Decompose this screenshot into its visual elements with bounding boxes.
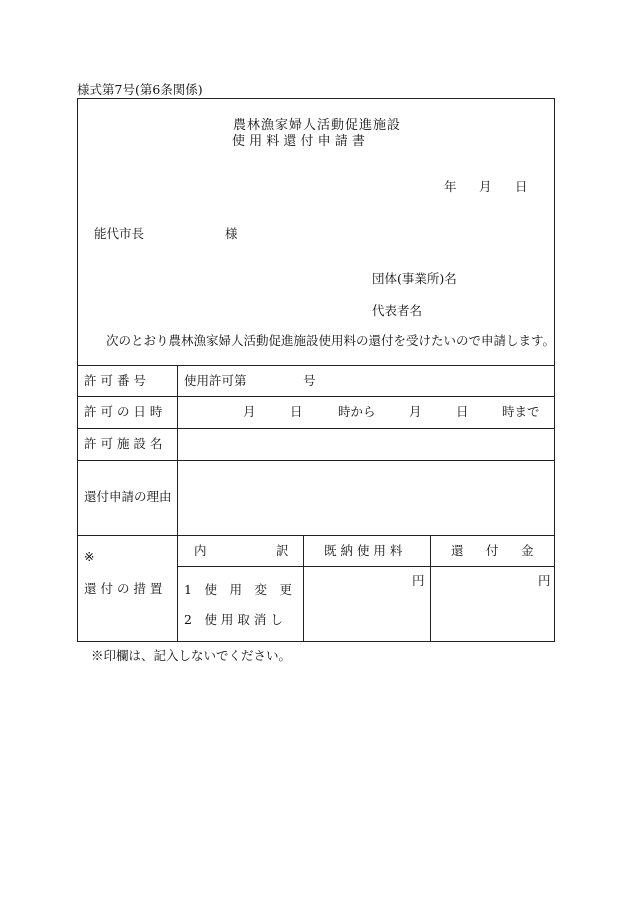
permit-number-suffix: 号 — [303, 373, 316, 388]
date-year: 年 — [444, 179, 457, 194]
divider-line — [177, 566, 555, 567]
paid-fee-header: 既 納 使 用 料 — [324, 543, 403, 558]
breakdown-header-2: 訳 — [276, 543, 289, 558]
permit-number-label: 許 可 番 号 — [84, 373, 146, 388]
label-column-line — [177, 365, 178, 642]
refund-header-1: 還 — [451, 543, 464, 558]
date-month: 月 — [479, 179, 492, 194]
option-change-of-use: 1 使 用 変 更 — [184, 582, 292, 597]
refund-measure-label: 還 付 の 措 置 — [84, 581, 163, 596]
form-number: 様式第7号(第6条関係) — [77, 82, 203, 97]
permit-month-from: 月 — [243, 404, 256, 419]
statement: 次のとおり農林漁家婦人活動促進施設使用料の還付を受けたいので申請します。 — [106, 333, 556, 348]
permit-day-until: 日 — [456, 404, 469, 419]
divider-line — [77, 365, 555, 366]
column-line — [303, 535, 304, 642]
refund-yen-unit: 円 — [538, 573, 551, 588]
refund-header-3: 金 — [521, 543, 534, 558]
permit-datetime-label: 許 可 の 日 時 — [84, 404, 163, 419]
office-use-mark: ※ — [84, 549, 95, 564]
title-line-2: 使 用 料 還 付 申 請 書 — [232, 134, 365, 149]
addressee-honorific: 様 — [225, 226, 238, 241]
option-cancellation: 2 使 用 取 消 し — [184, 612, 283, 627]
paid-fee-yen-unit: 円 — [412, 573, 425, 588]
divider-line — [77, 460, 555, 461]
permit-day-from: 日 — [290, 404, 303, 419]
title-line-1: 農林漁家婦人活動促進施設 — [233, 118, 402, 133]
date-day: 日 — [515, 179, 528, 194]
refund-reason-label: 還付申請の理由 — [84, 489, 172, 504]
refund-header-2: 付 — [486, 543, 499, 558]
permit-time-from: 時から — [338, 404, 376, 419]
column-line — [430, 535, 431, 642]
facility-name-label: 許 可 施 設 名 — [84, 436, 163, 451]
footnote: ※印欄は、記入しないでください。 — [91, 648, 292, 663]
permit-time-until: 時まで — [502, 404, 540, 419]
permit-number-prefix: 使用許可第 — [184, 373, 247, 388]
divider-line — [77, 396, 555, 397]
representative-label: 代表者名 — [372, 303, 423, 318]
permit-month-until: 月 — [409, 404, 422, 419]
divider-line — [77, 535, 555, 536]
addressee-name: 能代市長 — [94, 226, 145, 241]
breakdown-header-1: 内 — [194, 543, 207, 558]
divider-line — [77, 428, 555, 429]
organization-label: 団体(事業所)名 — [372, 271, 457, 286]
